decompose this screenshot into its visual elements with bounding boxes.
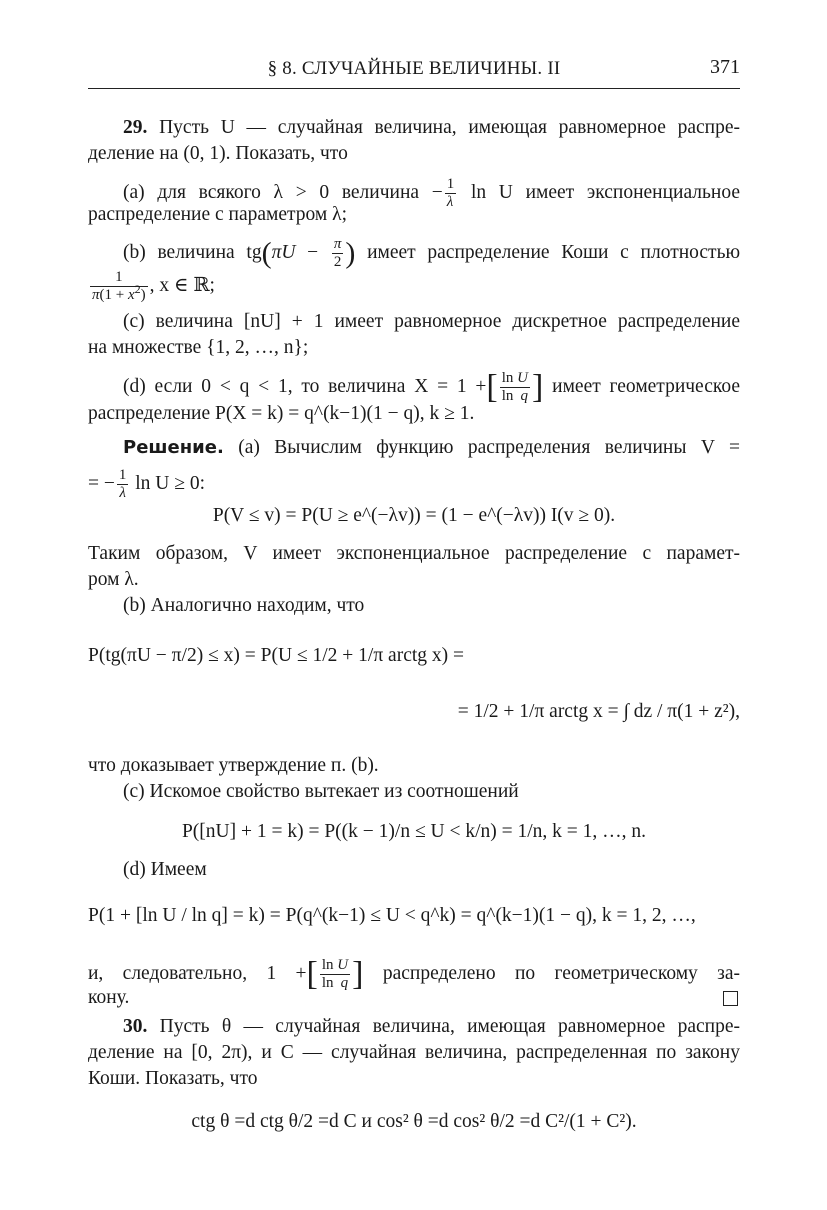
problem-29-number: 29. xyxy=(123,117,148,138)
solution-a-equation: P(V ≤ v) = P(U ≥ e^(−λv)) = (1 − e^(−λv)) I(v ≥ 0). xyxy=(212,505,616,526)
solution-b-line-2: что доказывает утверждение п. (b). xyxy=(88,755,379,776)
qed-square-icon xyxy=(723,991,738,1006)
solution-b-equation-2: = 1/2 + 1/π arctg x = ∫ dz / π(1 + z²), xyxy=(457,701,740,722)
solution-b-line-1: (b) Аналогично находим, что xyxy=(123,595,365,616)
problem-30-equation: ctg θ =d ctg θ/2 =d C и cos² θ =d cos² θ/2 =d C²/(1 + C²). xyxy=(191,1111,637,1132)
solution-a-line-4: ром λ. xyxy=(88,569,139,590)
running-header xyxy=(88,52,740,89)
problem-29-item-b-line-2: $\frac{1}{\pi(1 + x^2)}$ , x ∈ ℝ; xyxy=(92,269,215,303)
problem-30-line-1: 30. Пусть θ — случайная величина, имеющая равномерное распре- xyxy=(123,1016,740,1037)
page xyxy=(88,52,741,1132)
problem-29-item-a-line-2: распределение с параметром λ; xyxy=(88,204,348,225)
problem-29-item-a-line-1: (a) для всякого λ > 0 величина − $\frac{1}{\lambda}$ ln U имеет экспоненциальное xyxy=(123,176,741,210)
section-title: § 8. СЛУЧАЙНЫЕ ВЕЛИЧИНЫ. II xyxy=(267,58,561,79)
solution-a-line-3: Таким образом, V имеет экспоненциальное распределение с парамет- xyxy=(88,543,740,564)
solution-c-equation: P([nU] + 1 = k) = P((k − 1)/n ≤ U < k/n) = 1/n, k = 1, …, n. xyxy=(181,821,647,842)
solution-d-line-2: и, следовательно, 1 +[ $\frac{\text{ln U}}{\text{ln q}}$ ] распределено по геометрическому за- xyxy=(88,955,740,993)
problem-29-item-d-line-2: распределение P(X = k) = q^(k−1)(1 − q), k ≥ 1. xyxy=(88,403,475,424)
problem-29-item-b-line-1: (b) величина tg(πU − $\frac{\pi}{2}$ ) имеет распределение Коши с плотностью xyxy=(123,236,741,270)
page-number: 371 xyxy=(710,56,740,78)
fraction-1-over-lambda: $\frac{1}{\lambda}$ xyxy=(446,176,455,210)
solution-a-line-2: = − $\frac{1}{\lambda}$ ln U ≥ 0: xyxy=(88,467,205,501)
solution-d-line-3: кону. xyxy=(88,986,740,1010)
solution-c-line-1: (c) Искомое свойство вытекает из соотношений xyxy=(123,781,519,802)
solution-b-equation-1: P(tg(πU − π/2) ≤ x) = P(U ≤ 1/2 + 1/π arctg x) = xyxy=(88,645,465,666)
problem-30-number: 30. xyxy=(123,1016,148,1037)
solution-d-equation: P(1 + [ln U / ln q] = k) = P(q^(k−1) ≤ U < q^k) = q^(k−1)(1 − q), k = 1, 2, …, xyxy=(88,905,696,926)
problem-30-line-2: деление на [0, 2π), и C — случайная величина, распределенная по закону xyxy=(88,1042,740,1063)
solution-a-line-1: Решение. (a) Вычислим функцию распределения величины V = xyxy=(123,437,740,458)
problem-29-intro-line-2: деление на (0, 1). Показать, что xyxy=(88,143,348,164)
problem-29-item-d-line-1: (d) если 0 < q < 1, то величина X = 1 +[ $\frac{\text{ln U}}{\text{ln q}}$ ] имеет геометрическое xyxy=(123,368,740,406)
solution-label: Решение. xyxy=(123,437,224,458)
solution-d-line-1: (d) Имеем xyxy=(123,859,207,880)
problem-29-intro-line-1: 29. Пусть U — случайная величина, имеющая равномерное распре- xyxy=(123,117,741,138)
problem-30-line-3: Коши. Показать, что xyxy=(88,1068,258,1089)
problem-29-item-c-line-1: (c) величина [nU] + 1 имеет равномерное дискретное распределение xyxy=(123,311,740,332)
problem-29-item-c-line-2: на множестве {1, 2, …, n}; xyxy=(88,337,309,358)
cauchy-density-fraction: $\frac{1}{\pi(1 + x^2)}$ xyxy=(92,269,146,303)
